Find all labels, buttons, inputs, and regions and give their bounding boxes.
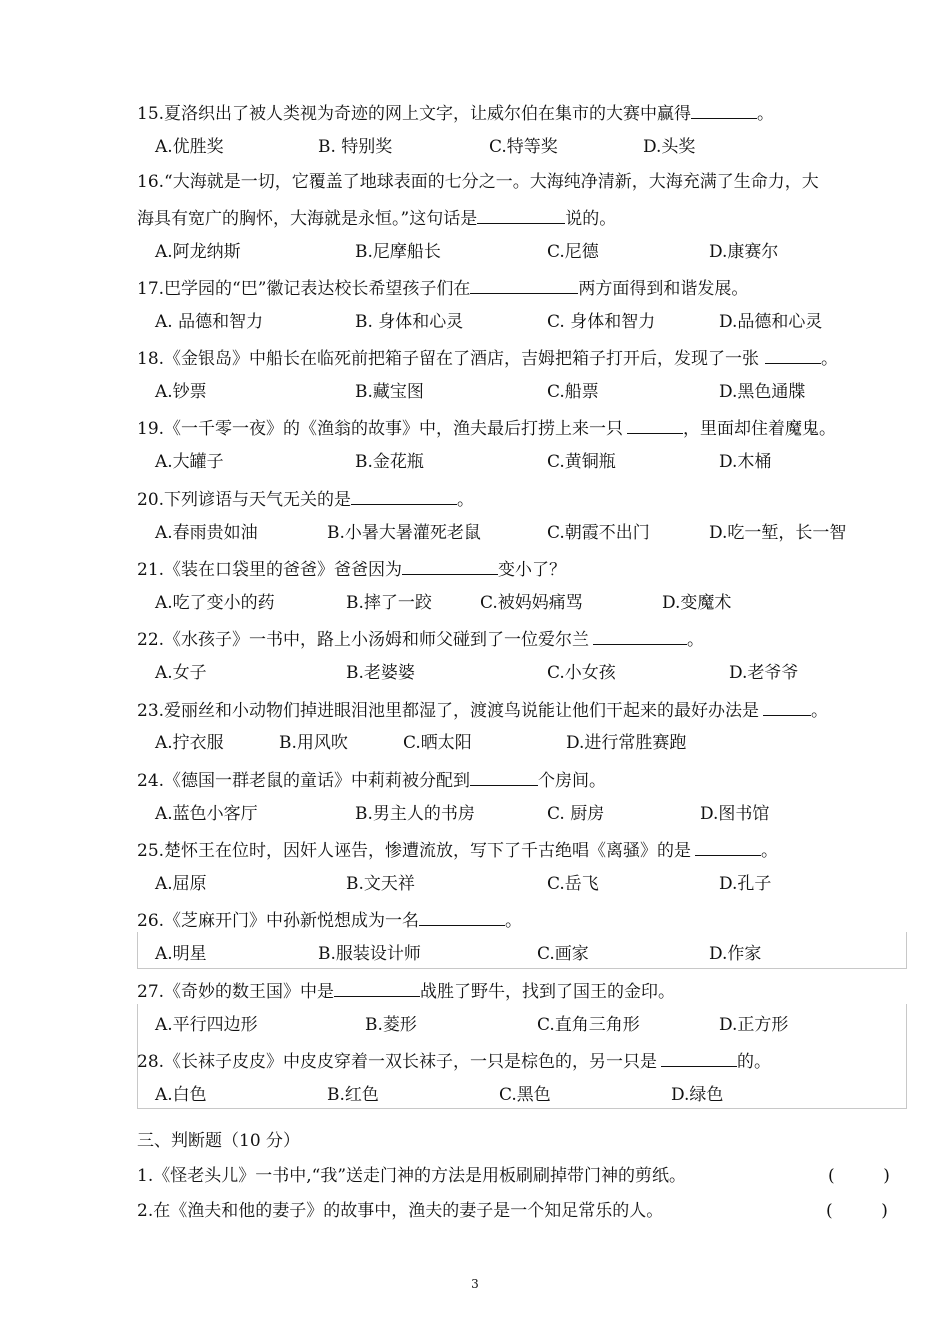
answer-blank [470,767,538,786]
option-a: A.白色 [155,1085,207,1105]
question-text-end: 。 [821,349,839,369]
judgment-text: 1.《怪老头儿》一书中,“我”送走门神的方法是用板刷刷掉带门神的剪纸。 [137,1166,687,1186]
question-27 [137,978,675,1004]
question-text: 18.《金银岛》中船长在临死前把箱子留在了酒店，吉姆把箱子打开后，发现了一张 [137,349,760,369]
answer-blank [661,1048,737,1067]
option-c: C.画家 [537,944,589,964]
question-text: 28.《长袜子皮皮》中皮皮穿着一双长袜子，一只是棕色的，另一只是 [137,1052,658,1072]
option-d: D.孔子 [719,874,772,894]
question-text: 17.巴学园的“巴”徽记表达校长希望孩子们在 [137,279,471,299]
option-c: C.船票 [547,382,599,402]
question-20 [137,486,474,512]
question-19 [137,415,836,441]
question-text: 19.《一千零一夜》的《渔翁的故事》中，渔夫最后打捞上来一只 [137,419,624,439]
option-d: D.品德和心灵 [719,312,823,332]
option-d: D.进行常胜赛跑 [566,733,687,753]
question-15 [137,100,774,126]
question-text-end: 两方面得到和谐发展。 [578,279,749,299]
option-c: C.朝霞不出门 [547,523,650,543]
option-a: A.优胜奖 [155,137,224,157]
option-c: C.特等奖 [489,137,558,157]
question-text-end: 。 [687,630,705,650]
question-26 [137,907,522,933]
question-text: 20.下列谚语与天气无关的是 [137,490,352,510]
answer-blank [765,345,821,364]
option-b: B.尼摩船长 [355,242,441,262]
question-text: 21.《装在口袋里的爸爸》爸爸因为 [137,560,403,580]
question-text: 22.《水孩子》一书中，路上小汤姆和师父碰到了一位爱尔兰 [137,630,590,650]
option-d: D.变魔术 [662,593,732,613]
option-c: C. 厨房 [547,804,605,824]
question-text-end: ，里面却住着魔鬼。 [683,419,837,439]
question-16-line-2 [137,205,616,231]
option-a: A.平行四边形 [155,1015,258,1035]
question-text: 16.“大海就是一切，它覆盖了地球表面的七分之一。大海纯净清新，大海充满了生命力，大 [137,172,819,192]
option-c: C. 身体和智力 [547,312,656,332]
option-c: C.尼德 [547,242,599,262]
answer-blank [351,486,457,505]
question-text-end: 。 [505,911,523,931]
answer-blank [627,415,683,434]
option-b: B. 特别奖 [318,137,393,157]
answer-blank [593,626,687,645]
question-28 [137,1048,771,1074]
option-b: B.红色 [327,1085,379,1105]
option-d: D.老爷爷 [729,663,799,683]
answer-blank [695,837,761,856]
option-c: C.黑色 [499,1085,551,1105]
option-a: A.屈原 [155,874,207,894]
answer-blank [419,907,505,926]
option-c: C.被妈妈痛骂 [480,593,583,613]
judgment-item-1 [137,1164,686,1188]
question-text-end: 。 [811,701,829,721]
question-22 [137,626,704,652]
question-text-end: 。 [761,841,779,861]
option-a: A.拧衣服 [155,733,224,753]
option-b: B.摔了一跤 [346,593,432,613]
option-d: D.绿色 [671,1085,724,1105]
question-16-line-1 [137,170,819,194]
option-a: A.钞票 [155,382,207,402]
option-b: B.男主人的书房 [355,804,475,824]
option-d: D.正方形 [719,1015,789,1035]
option-b: B.金花瓶 [355,452,424,472]
question-text-end: 个房间。 [538,771,607,791]
option-a: A.明星 [155,944,207,964]
answer-parentheses: ( ) [828,1166,890,1186]
question-text: 海具有宽广的胸怀，大海就是永恒。”这句话是 [137,209,478,229]
option-b: B. 身体和心灵 [355,312,464,332]
question-18 [137,345,838,371]
question-text: 24.《德国一群老鼠的童话》中莉莉被分配到 [137,771,471,791]
answer-blank [691,100,757,119]
option-d: D.木桶 [719,452,772,472]
page-number: 3 [471,1277,479,1291]
option-d: D.头奖 [643,137,696,157]
question-text: 26.《芝麻开门》中孙新悦想成为一名 [137,911,420,931]
answer-blank [470,275,578,294]
option-c: C.黄铜瓶 [547,452,616,472]
question-25 [137,837,778,863]
option-d: D.康赛尔 [709,242,779,262]
option-d: D.黑色通牒 [719,382,806,402]
question-text: 25.楚怀王在位时，因奸人诬告，惨遭流放，写下了千古绝唱《离骚》的是 [137,841,692,861]
question-text-end: 。 [457,490,475,510]
option-a: A.阿龙纳斯 [155,242,241,262]
section-heading: 三、判断题（10 分） [137,1131,301,1151]
option-b: B.服装设计师 [318,944,421,964]
option-c: C.岳飞 [547,874,599,894]
option-c: C.小女孩 [547,663,616,683]
question-text-end: 。 [757,104,775,124]
answer-blank [763,697,811,716]
question-17 [137,275,748,301]
question-text-end: 战胜了野牛，找到了国王的金印。 [420,982,676,1002]
question-text-end: 的。 [737,1052,772,1072]
option-d: D.图书馆 [700,804,770,824]
judgment-item-2 [137,1199,663,1223]
answer-blank [477,205,565,224]
option-a: A.女子 [155,663,207,683]
option-b: B.用风吹 [279,733,348,753]
option-b: B.老婆婆 [346,663,415,683]
question-text: 15.夏洛织出了被人类视为奇迹的网上文字，让威尔伯在集市的大赛中赢得 [137,104,692,124]
question-text-end: 变小了？ [498,560,567,580]
question-24 [137,767,606,793]
option-a: A.春雨贵如油 [155,523,258,543]
question-text: 27.《奇妙的数王国》中是 [137,982,335,1002]
option-a: A.蓝色小客厅 [155,804,258,824]
answer-blank [402,556,498,575]
question-23 [137,697,828,723]
answer-parentheses: ( ) [826,1201,888,1221]
option-d: D.作家 [709,944,762,964]
answer-blank [334,978,420,997]
option-a: A.吃了变小的药 [155,593,275,613]
question-text-end: 说的。 [565,209,617,229]
option-b: B.文天祥 [346,874,415,894]
option-a: A. 品德和智力 [155,312,264,332]
option-c: C.直角三角形 [537,1015,640,1035]
option-b: B.藏宝图 [355,382,424,402]
judgment-text: 2.在《渔夫和他的妻子》的故事中，渔夫的妻子是一个知足常乐的人。 [137,1201,664,1221]
option-a: A.大罐子 [155,452,224,472]
option-b: B.小暑大暑灌死老鼠 [327,523,481,543]
option-c: C.晒太阳 [403,733,472,753]
option-frame-26 [137,932,907,969]
question-21 [137,556,566,582]
option-d: D.吃一堑，长一智 [709,523,847,543]
option-b: B.菱形 [365,1015,417,1035]
question-text: 23.爱丽丝和小动物们掉进眼泪池里都湿了，渡渡鸟说能让他们干起来的最好办法是 [137,701,760,721]
